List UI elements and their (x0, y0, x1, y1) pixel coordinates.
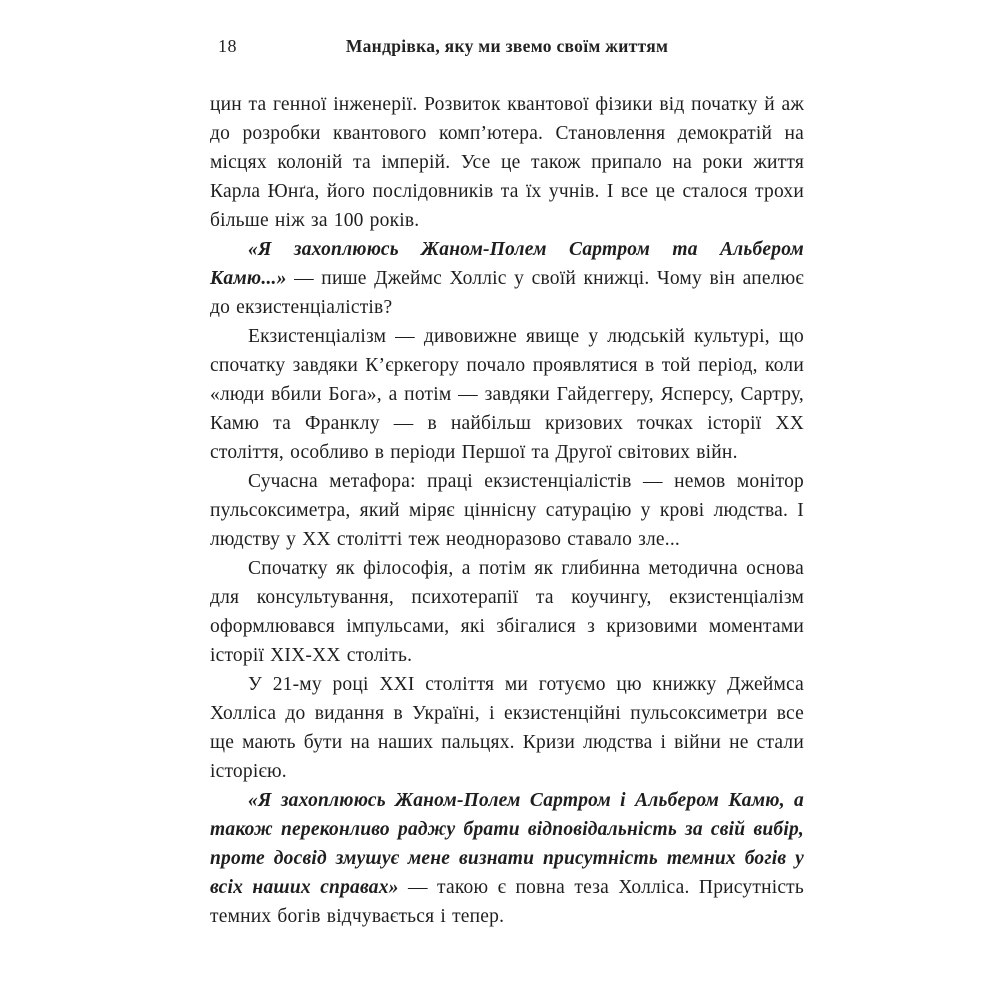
paragraph (210, 670, 804, 786)
page-header (210, 36, 804, 62)
emphasis-text: «Я захоплююсь Жаном-Полем Сартром та Альбером Камю...» (210, 239, 804, 289)
running-title: Мандрівка, яку ми звемо своїм життям (345, 36, 669, 56)
paragraph (210, 90, 804, 235)
text-segment: цин та генної інженерії. Розвиток квантової фізики від початку й аж до розробки квантового комп’ютера. Становлення демократій на місцях колоній та імперій. Усе це також припало на роки життя Карла Юнґа, його послідовників та їх учнів. І все це сталося трохи більше ніж за 100 років. (210, 94, 804, 231)
paragraph (210, 554, 804, 670)
page-number: 18 (218, 36, 237, 56)
paragraph (210, 786, 804, 931)
emphasis-text: «Я захоплююсь Жаном-Полем Сартром і Альбером Камю, а також переконливо раджу брати відповідальність за свій вибір, проте досвід змушує мене визнати присутність темних богів у всіх наших справах» (210, 790, 804, 898)
paragraph (210, 322, 804, 467)
body-text (210, 90, 804, 931)
paragraph (210, 467, 804, 554)
text-segment: Спочатку як філософія, а потім як глибинна методична основа для консультування, психотерапії та коучингу, екзистенціалізм оформлювався імпульсами, які збігалися з кризовими моментами історії XIX-XX століть. (210, 558, 804, 666)
text-segment: — такою є повна теза Холліса. Присутність темних богів відчувається і тепер. (210, 877, 804, 927)
text-segment: Сучасна метафора: праці екзистенціалістів — немов монітор пульсоксиметра, який міряє ціннісну сатурацію у крові людства. І людству у XX столітті теж неодноразово ставало зле... (210, 471, 804, 550)
text-segment: У 21-му році XXI століття ми готуємо цю книжку Джеймса Холліса до видання в Україні, і екзистенційні пульсоксиметри все ще мають бути на наших пальцях. Кризи людства і війни не стали історією. (210, 674, 804, 782)
text-segment: Екзистенціалізм — дивовижне явище у людській культурі, що спочатку завдяки К’єркегору почало проявлятися в той період, коли «люди вбили Бога», а потім — завдяки Гайдеггеру, Ясперсу, Сартру, Камю та Франклу — в найбільш кризових точках історії XX століття, особливо в періоди Першої та Другої світових війн. (210, 326, 804, 463)
paragraph (210, 235, 804, 322)
text-segment: — пише Джеймс Холліс у своїй книжці. Чому він апелює до екзистенціалістів? (210, 268, 804, 318)
